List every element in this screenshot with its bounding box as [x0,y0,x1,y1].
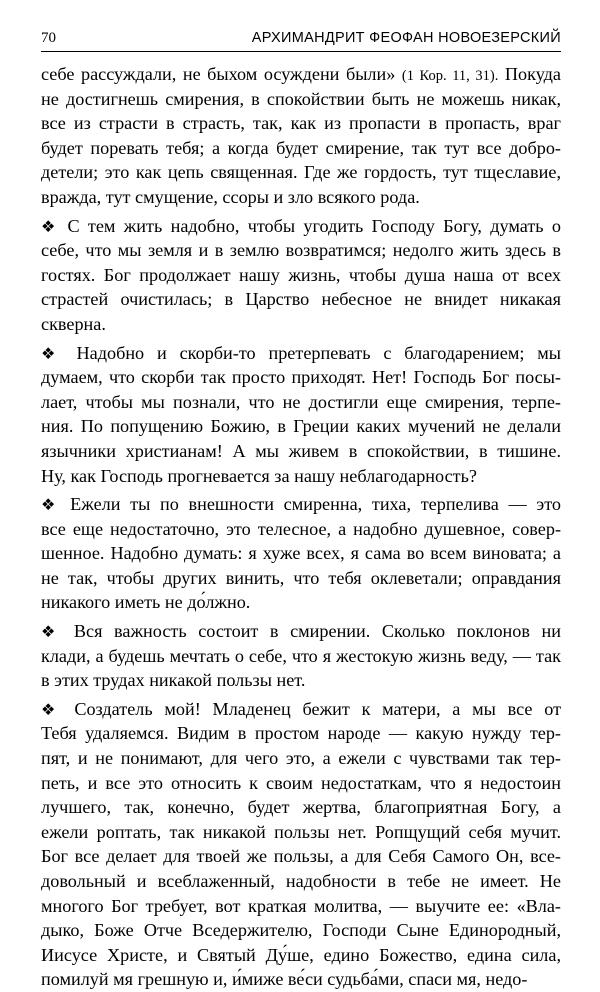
line-text: Иисусе Христе, и Святый Ду́ше, едино Божество, едина сила, [41,944,561,965]
text-line [41,238,561,263]
line-text: довольный и всеблаженный, надобности в тебе не имеет. Не [41,871,561,891]
text-line [41,517,561,542]
text-line [41,111,561,136]
text-line [41,795,561,820]
text-line [41,644,561,669]
paragraph [41,619,561,693]
text-line [41,341,561,366]
text-line [41,619,561,644]
text-line [41,668,561,693]
line-text: многого Бог требует, вот краткая молитва, — выучите ее: «Вла- [41,895,561,916]
line-text: лает, чтобы мы познали, что не достигли еще смирения, терпе- [41,391,561,412]
line-text: все из страсти в страсть, так, как из пропасти в пропасть, враг [41,113,561,134]
text-line [41,541,561,566]
text-line [41,869,561,894]
paragraph [41,341,561,489]
text-line [41,87,561,112]
paragraph-ornament: ❖ [41,622,63,642]
line-text: себе, что мы земля и в землю возвратимся; недолго жить здесь в [41,240,561,261]
line-text: вражда, тут смущение, ссоры и зло всякого рода. [41,186,420,207]
paragraph-ornament: ❖ [41,699,63,719]
line-text: С тем жить надобно, чтобы угодить Господу Богу, думать о [67,215,562,236]
text-line [41,390,561,415]
page-number: 70 [41,30,56,46]
text-line [41,160,561,185]
line-text: не достигнешь смирения, в спокойствии быть не можешь никак, [41,88,561,109]
line-text: в этих трудах никакой пользы нет. [41,670,306,691]
line-text: себе рассуждали, не быхом осуждени были» [41,64,402,84]
line-text: шенное. Надобно думать: я хуже всех, я сама во всем виновата; а [41,543,561,564]
text-line [41,918,561,943]
line-text: пят, и не понимают, для чего это, а ежели с чувствами так тер- [41,748,561,769]
text-line [41,214,561,239]
line-text: Тебя удаляемся. Видим в простом народе — какую нужду тер- [41,723,561,744]
line-text: никакого иметь не до́лжно. [41,592,251,613]
line-text: лучшего, так, конечно, будет жертва, благоприятная Богу, а [41,797,561,818]
text-line [41,967,561,992]
paragraph [41,697,561,992]
line-text: Ежели ты по внешности смиренна, тиха, терпелива — это [70,494,562,515]
line-text: думаем, что скорби так просто приходят. Нет! Господь Бог посы- [41,367,561,388]
text-line [41,263,561,288]
line-text: ния. По попущению Божию, в Греции каких мучений не делали [41,416,561,437]
text-line [41,312,561,337]
paragraph-ornament: ❖ [41,216,60,236]
line-text: Вся важность состоит в смирении. Сколько поклонов ни [73,621,561,642]
line-text: клади, а будешь мечтать о себе, что я жестокую жизнь веду, — так [41,645,561,666]
line-text: гостях. Бог продолжает нашу жизнь, чтобы душа наша от всех [41,264,561,285]
line-text: язычники христианам! А мы живем в спокойствии, в тишине. [41,440,561,461]
line-text: ежели роптать, так никакой пользы нет. Ропщущий себя мучит. [41,821,561,842]
running-head: АРХИМАНДРИТ ФЕОФАН НОВОЕЗЕРСКИЙ [251,30,561,46]
text-line [41,844,561,869]
text-line [41,746,561,771]
line-text: страстей очистилась; в Царство небесное не внидет никакая [41,289,561,310]
line-text: Покуда [498,64,561,84]
text-line [41,943,561,968]
line-text: детели; это как цепь священная. Где же гордость, тут тщеславие, [41,162,561,183]
paragraph [41,492,561,615]
line-text: Надобно и скорби-то претерпевать с благодарением; мы [76,342,561,363]
text-line [41,721,561,746]
text-line [41,185,561,210]
line-text: не так, чтобы других винить, что тебя оклеветали; оправдания [41,567,561,588]
text-line [41,492,561,517]
text-line [41,771,561,796]
text-line [41,566,561,591]
line-text: дыко, Боже Отче Вседержителю, Господи Сыне Единородный, [41,920,561,941]
line-text: Ну, как Господь прогневается за нашу неблагодарность? [41,465,477,486]
scripture-reference: (1 Кор. 11, 31). [401,68,499,84]
text-line [41,590,561,615]
text-line [41,464,561,489]
text-line [41,820,561,845]
text-line [41,894,561,919]
text-line [41,365,561,390]
line-text: все еще недостаточно, это телесное, а надобно душевное, совер- [41,518,561,539]
paragraph [41,62,561,210]
line-text: Создатель мой! Младенец бежит к матери, а мы все от [74,698,562,719]
text-line [41,287,561,312]
line-text: помилуй мя грешную и, и́миже ве́си судьба́ми, спаси мя, недо- [41,969,528,990]
text-line [41,414,561,439]
text-line [41,136,561,161]
line-text: Бог все делает для твоей же пользы, а для Себя Самого Он, все- [41,846,561,867]
page-body [41,62,561,992]
page-header [41,27,561,49]
paragraph-ornament: ❖ [41,343,64,363]
text-line [41,697,561,722]
text-line [41,62,561,87]
line-text: скверна. [41,313,106,334]
paragraph [41,214,561,337]
paragraph-ornament: ❖ [41,495,61,515]
header-rule [41,51,561,52]
text-line [41,439,561,464]
line-text: петь, и все это относить к своим недостаткам, что я недостоин [41,772,561,793]
line-text: будет поревать тебя; а когда будет смирение, так тут все добро- [41,137,561,158]
